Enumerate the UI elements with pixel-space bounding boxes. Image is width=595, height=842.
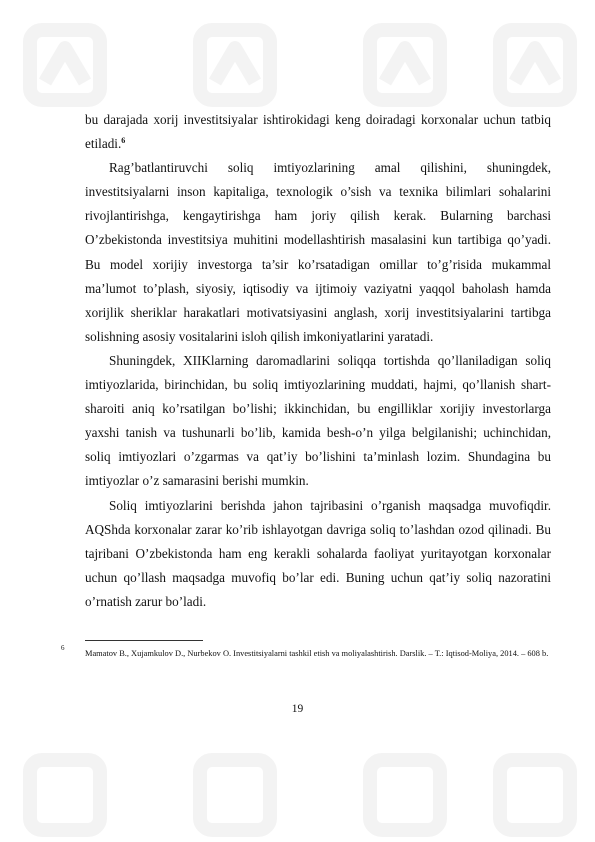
paragraph-2: Rag’batlantiruvchi soliq imtiyozlarining amal qilishini, shuningdek, investitsiyalarni inson kapitaliga, texnologik o’sish va texnika bilimlari sohalarini rivojlantirishga, kengaytirishga ham joriy qilish kerak. Bularning barchasi O’zbekistonda investitsiya muhitini modellashtirish masalasini kun tartibiga qo’yadi. Bu model xorijiy investorga ta’sir ko’rsatadigan omillar to’g’risida mukammal ma’lumot to’plash, siyosiy, iqtisodiy va ijtimoiy vaziyatni yaqqol baholash hamda xorijlik sheriklar harakatlari motivatsiyasini anglash, xorij investitsiyalarini tartibga solishning asosiy vositalarini isloh qilish imkoniyatlarini yaratadi. (85, 160, 551, 344)
paragraph-1 (85, 108, 551, 156)
watermark-mark (500, 760, 570, 830)
watermark-mark (370, 30, 440, 100)
watermark-mark (500, 30, 570, 100)
watermark-mark (200, 30, 270, 100)
paragraph-1-text: bu darajada xorij investitsiyalar ishtirokidagi keng doiradagi korxonalar uchun tatbiq etiladi. (85, 112, 551, 152)
paragraph-3: Shuningdek, XIIKlarning daromadlarini soliqqa tortishda qo’llaniladigan soliq imtiyozlarida, birinchidan, bu soliq imtiyozlarining muddati, hajmi, qo’llanish shart-sharoiti aniq ko’rsatilgan bo’lishi; ikkinchidan, bu engilliklar xorijiy investorlarga yaxshi tanish va tushunarli bo’lib, kamida besh-o’n yilga belgilanishi; uchinchidan, soliq imtiyozlari o’zgarmas va qat’iy bo’lishini ta’minlash lozim. Shundagina bu imtiyozlar o’z samarasini berishi mumkin. (85, 352, 551, 489)
footnote (61, 644, 551, 664)
footnote-text: Mamatov B., Xujamkulov D., Nurbekov O. Investitsiyalarni tashkil etish va moliyalashtirish. Darslik. – T.: Iqtisod-Moliya, 2014. – 608 b. (85, 649, 549, 658)
footnote-divider (85, 640, 203, 641)
paragraph-4: Soliq imtiyozlarini berishda jahon tajribasini o’rganish maqsadga muvofiqdir. AQShda korxonalar zarar ko’rib ishlayotgan davriga soliq to’lashdan ozod qilinadi. Bu tajribani O’zbekistonda ham eng kerakli sohalarda faoliyat yuritayotgan korxonalar uchun qo’llash maqsadga muvofiq bo’lar edi. Buning uchun qat’iy soliq nazoratini o’rnatish zarur bo’ladi. (85, 497, 551, 609)
footnote-number: 6 (61, 644, 65, 652)
page-number: 19 (291, 703, 304, 715)
watermark-mark (30, 760, 100, 830)
page-body (85, 108, 551, 614)
watermark-mark (370, 760, 440, 830)
watermark-mark (30, 30, 100, 100)
watermark-mark (200, 760, 270, 830)
footnote-reference[interactable]: 6 (121, 136, 126, 146)
